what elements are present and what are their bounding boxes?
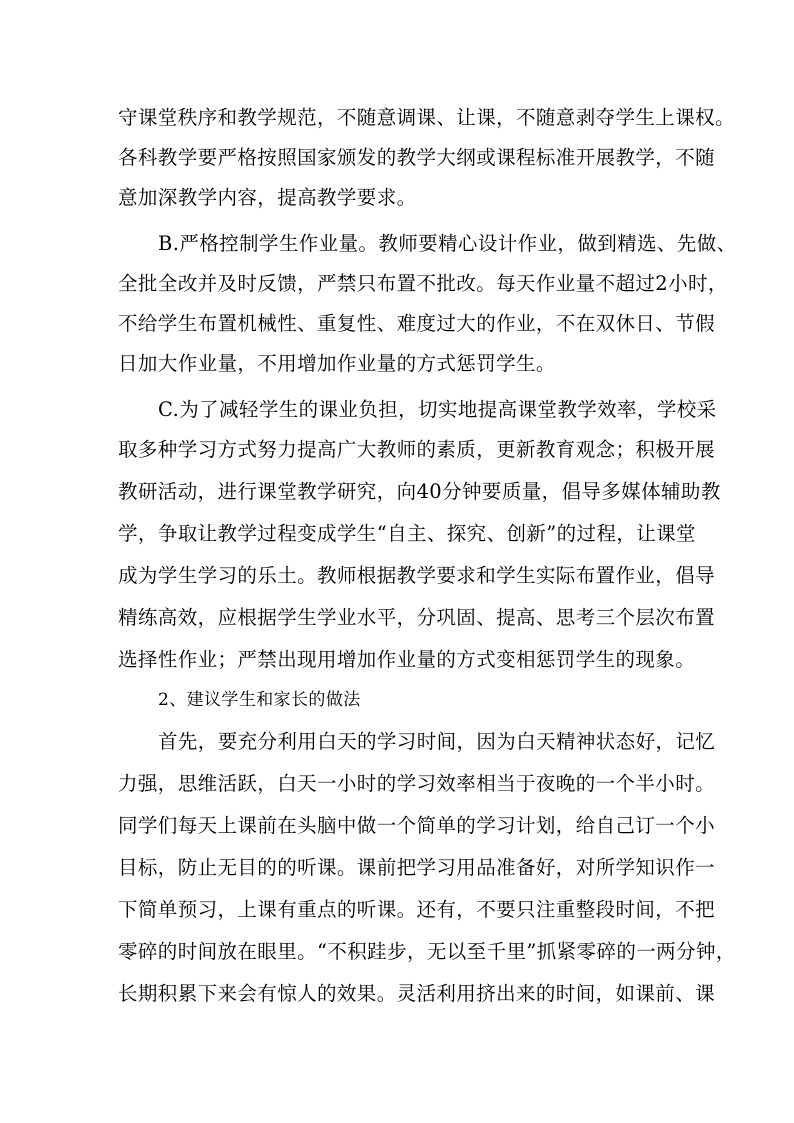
text-line: 守课堂秩序和教学规范，不随意调课、让课，不随意剥夺学生上课权。: [118, 106, 735, 129]
section-heading: 2、建议学生和家长的做法: [158, 690, 361, 710]
text-line: 取多种学习方式努力提高广大教师的素质，更新教育观念；积极开展: [118, 438, 716, 461]
text-line: 下简单预习，上课有重点的听课。还有，不要只注重整段时间，不把: [118, 898, 716, 921]
text-line: 各科教学要严格按照国家颁发的教学大纲或课程标准开展教学，不随: [118, 146, 716, 169]
text-line: 教研活动，进行课堂教学研究，向40分钟要质量，倡导多媒体辅助教: [118, 480, 721, 503]
paragraph-first-line: 首先，要充分利用白天的学习时间，因为白天精神状态好，记忆: [158, 730, 716, 753]
paragraph-b-first-line: B.严格控制学生作业量。教师要精心设计作业，做到精选、先做、: [158, 232, 737, 255]
text-line: 长期积累下来会有惊人的效果。灵活利用挤出来的时间，如课前、课: [118, 982, 716, 1005]
text-line: 零碎的时间放在眼里。“不积跬步，无以至千里”抓紧零碎的一两分钟，: [118, 940, 736, 963]
text-line: 精练高效，应根据学生学业水平，分巩固、提高、思考三个层次布置: [118, 606, 716, 629]
text-line: 不给学生布置机械性、重复性、难度过大的作业，不在双休日、节假: [118, 312, 716, 335]
paragraph-c-first-line: C.为了减轻学生的课业负担，切实地提高课堂教学效率，学校采: [158, 398, 717, 421]
text-line: 成为学生学习的乐土。教师根据教学要求和学生实际布置作业，倡导: [118, 564, 716, 587]
text-line: 全批全改并及时反馈，严禁只布置不批改。每天作业量不超过2小时，: [118, 272, 728, 295]
text-line: 同学们每天上课前在头脑中做一个简单的学习计划，给自己订一个小: [118, 814, 716, 837]
text-line: 选择性作业；严禁出现用增加作业量的方式变相惩罚学生的现象。: [118, 648, 696, 671]
text-line: 意加深教学内容，提高教学要求。: [118, 186, 417, 209]
text-line: 力强，思维活跃，白天一小时的学习效率相当于夜晚的一个半小时。: [118, 772, 716, 795]
text-line: 目标，防止无目的的听课。课前把学习用品准备好，对所学知识作一: [118, 856, 716, 879]
text-line: 学，争取让教学过程变成学生“自主、探究、创新”的过程，让课堂: [118, 522, 696, 545]
text-line: 日加大作业量，不用增加作业量的方式惩罚学生。: [118, 352, 556, 375]
